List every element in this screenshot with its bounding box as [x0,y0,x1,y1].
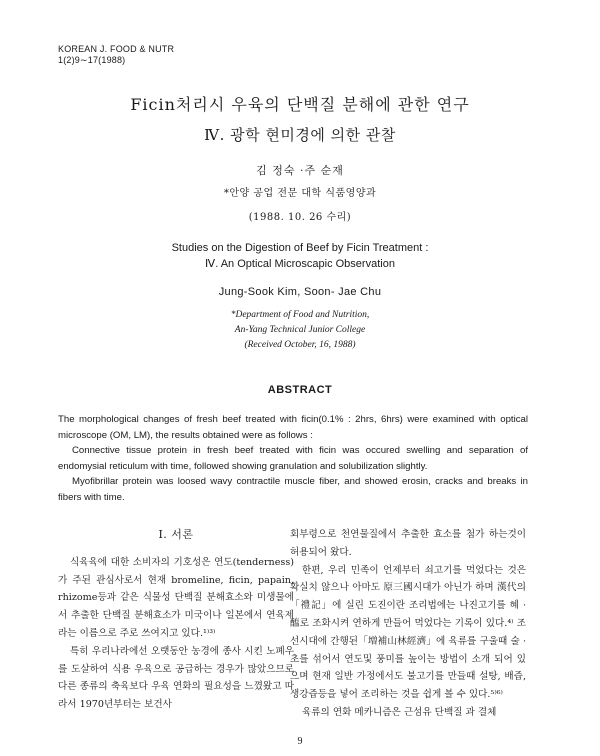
affiliation-korean: *안양 공업 전문 대학 식품영양과 [223,188,377,199]
body-paragraph: 회부령으로 천연물질에서 추출한 효소를 첨가 하는것이 허용되어 왔다. [290,529,526,558]
received-date-english: (Received October, 16, 1988) [244,340,356,350]
abstract-paragraph: Myofibrillar protein was loosed wavy contractile muscle fiber, and showed erosin, cracks and breaks in fibers with time. [58,476,528,503]
page-number: 9 [297,736,303,747]
body-paragraph: 육류의 연화 메카니즘은 근섬유 단백질 과 결체 [302,706,497,718]
affiliation-english-line2: An-Yang Technical Junior College [234,325,366,335]
section-heading-introduction: Ⅰ. 서론 [158,528,194,541]
affiliation-english-line1: *Department of Food and Nutrition, [230,310,370,320]
abstract-paragraph: The morphological changes of fresh beef treated with ficin(0.1% : 2hrs, 6hrs) were examined with optical microscope (OM, LM), the results obtained were as follows : [58,414,528,441]
title-english-line1: Studies on the Digestion of Beef by Ficin Treatment : [171,242,429,254]
title-korean: Ficin처리시 우육의 단백질 분해에 관한 연구 [130,95,470,114]
abstract-heading: ABSTRACT [267,384,333,396]
journal-issue: 1(2)9∼17(1988) [58,55,126,65]
authors-english: Jung-Sook Kim, Soon- Jae Chu [218,286,382,298]
body-paragraph: 식육육에 대한 소비자의 기호성은 연도(tenderness)가 주된 관심사로서 현재 bromeline, ficin, papain, rhizome등과 같은 식물성 단백질 분해효소와 미생물에서 추출한 단백질 분해효소가 미국이나 일본에서 연육제라는 이름으로 주로 쓰여지고 있다.¹⁾³⁾ [58,556,294,639]
journal-name: KOREAN J. FOOD & NUTR [58,44,175,54]
body-column-left [58,526,294,714]
journal-header [58,44,174,66]
abstract-paragraph: Connective tissue protein in fresh beef treated with ficin was occured swelling and separation of endomysial reticulum with time, followed showing granulation and solubilization slightly. [58,445,528,472]
body-paragraph: 한편, 우리 민족이 언제부터 쇠고기를 먹었다는 것은 확실치 않으나 아마도 原三國시대가 아닌가 하며 漢代의「禮記」에 실린 도진이란 조리법에는 나진고기를 혜 · 醢로 조화시켜 연하게 만들어 먹었다는 기록이 있다.⁴⁾ 조선시대에 간행된「増補山林經濟」에 육류를 구울때 술 · 초를 섞어서 연도및 풍미를 높이는 방법이 소개 되어 있으며 현재 일반 가정에서도 불고기를 만들때 설탕, 배즙, 생강즙등을 넣어 조리하는 것을 쉽게 볼 수 있다.⁵⁾⁶⁾ [290,564,526,701]
subtitle-korean: Ⅳ. 광학 현미경에 의한 관찰 [204,126,396,144]
title-english [0,240,600,272]
body-paragraph: 특히 우리나라에선 오랫동안 농경에 종사 시킨 노폐우를 도살하여 식용 우육으로 공급하는 경우가 많았으므로 다른 종류의 축육보다 우육 연화의 필요성을 느꼈왔고 따라서 1970년부터는 보건사 [58,645,294,711]
abstract-body [58,412,528,505]
received-date-korean: (1988. 10. 26 수리) [248,212,352,223]
authors-korean: 김 정숙 ·주 순재 [256,164,344,177]
affiliation-english [0,308,600,353]
title-english-line2: Ⅳ. An Optical Microscapic Observation [205,258,395,270]
body-column-right [290,526,526,722]
